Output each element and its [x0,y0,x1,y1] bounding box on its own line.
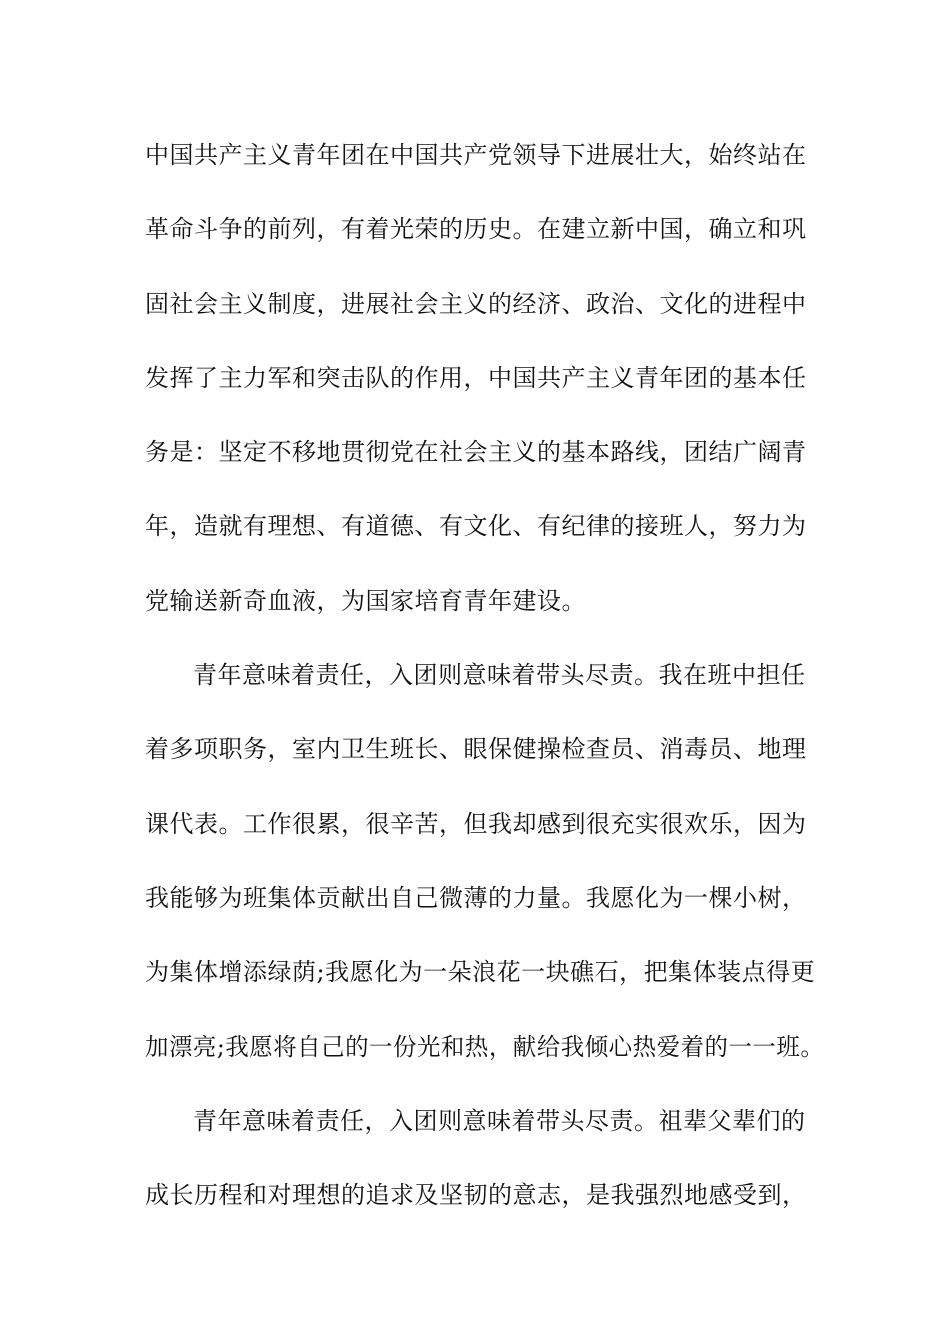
paragraph-start-line: 青年意味着责任，入团则意味着带头尽责。祖辈父辈们的 [193,1106,806,1135]
text-line: 发挥了主力军和突击队的作用，中国共产主义青年团的基本任 [145,363,807,392]
text-line: 为集体增添绿荫;我愿化为一朵浪花一块礁石，把集体装点得更 [145,958,816,987]
text-line: 年，造就有理想、有道德、有文化、有纪律的接班人，努力为 [145,512,807,541]
text-line: 革命斗争的前列，有着光荣的历史。在建立新中国，确立和巩 [145,215,807,244]
text-line: 课代表。工作很累，很辛苦，但我却感到很充实很欢乐，因为 [145,809,807,838]
text-line: 加漂亮;我愿将自己的一份光和热，献给我倾心热爱着的一一班。 [145,1032,825,1061]
text-line: 我能够为班集体贡献出自己微薄的力量。我愿化为一棵小树， [145,883,807,912]
text-line: 着多项职务，室内卫生班长、眼保健操检查员、消毒员、地理 [145,735,807,764]
text-line: 固社会主义制度，进展社会主义的经济、政治、文化的进程中 [145,289,807,318]
body-text [145,118,825,1232]
paragraph-start-line: 青年意味着责任，入团则意味着带头尽责。我在班中担任 [193,661,806,690]
text-line: 中国共产主义青年团在中国共产党领导下进展壮大，始终站在 [145,141,807,169]
text-line: 党输送新奇血液，为国家培育青年建设。 [145,586,586,615]
text-line: 成长历程和对理想的追求及坚韧的意志，是我强烈地感受到， [145,1181,807,1210]
text-line: 务是：坚定不移地贯彻党在社会主义的基本路线，团结广阔青 [145,438,807,467]
